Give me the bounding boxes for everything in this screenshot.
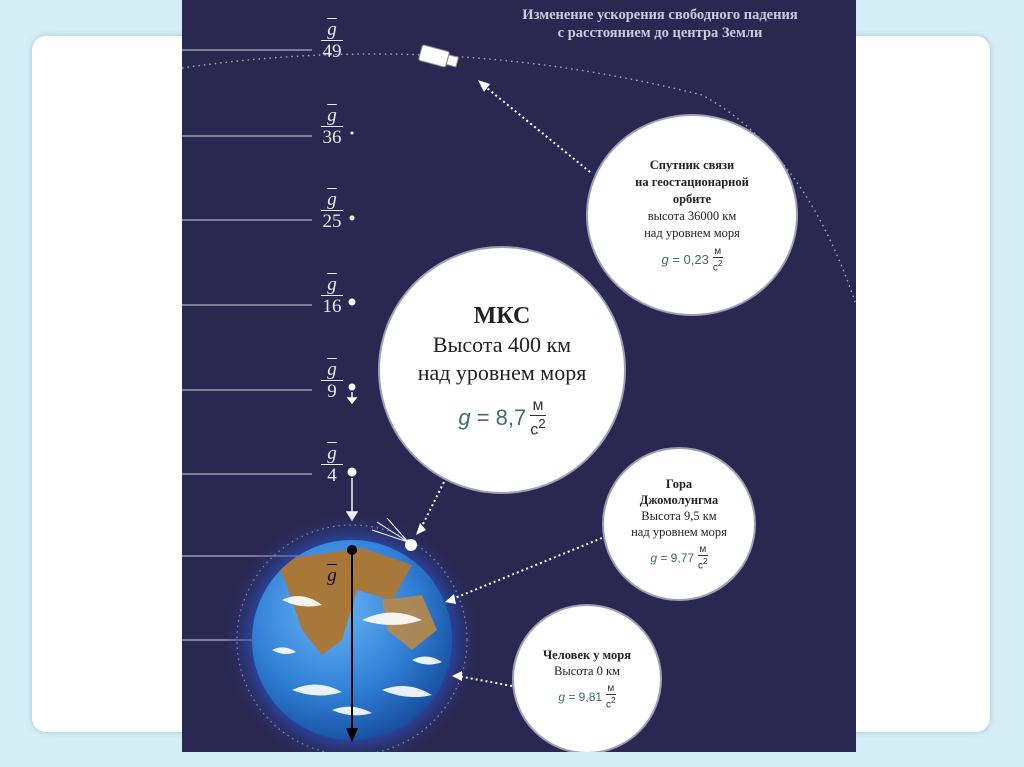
level-label-4: $\overline{g}$ 4: [317, 444, 347, 485]
everest-pointer: [450, 538, 602, 600]
level-label-surface: $\overline{g}$: [327, 565, 337, 586]
geo-formula: g = 0,23 м $с^2$: [661, 245, 723, 274]
gravity-diagram: [182, 0, 856, 752]
geo-pointer: [482, 84, 590, 172]
iss-formula: g = 8,7 м $с^2$: [458, 396, 546, 439]
level-label-36: $\overline{g}$ 36: [322, 105, 342, 148]
level-label-16: $\overline{g}$ 16: [322, 274, 342, 317]
everest-formula: g = 9,77 м $с^2$: [650, 544, 708, 572]
iss-pointer: [420, 482, 444, 530]
geo-satellite: [418, 45, 459, 70]
level-label-25: $\overline{g}$ 25: [322, 189, 342, 232]
diagram-title: Изменение ускорения свободного падения с расстоянием до центра Земли: [522, 7, 798, 41]
iss-bubble: МКС Высота 400 км над уровнем моря g = 8,7 м $с^2$: [378, 246, 626, 494]
level-label-49: $\overline{g}$ 49: [322, 19, 342, 62]
everest-bubble: Гора Джомолунгма Высота 9,5 км над уровнем моря g = 9,77 м $с^2$: [602, 447, 756, 601]
sea-level-bubble: Человек у моря Высота 0 км g = 9,81 м $с^2$: [512, 604, 662, 752]
level-label-9: $\overline{g}$ 9: [317, 360, 347, 401]
ball-markers: [348, 132, 357, 477]
geo-satellite-bubble: Спутник связи на геостационарной орбите высота 36000 км над уровнем моря g = 0,23 м $с^2$: [586, 114, 798, 316]
sea-formula: g = 9,81 м $с^2$: [558, 683, 616, 711]
